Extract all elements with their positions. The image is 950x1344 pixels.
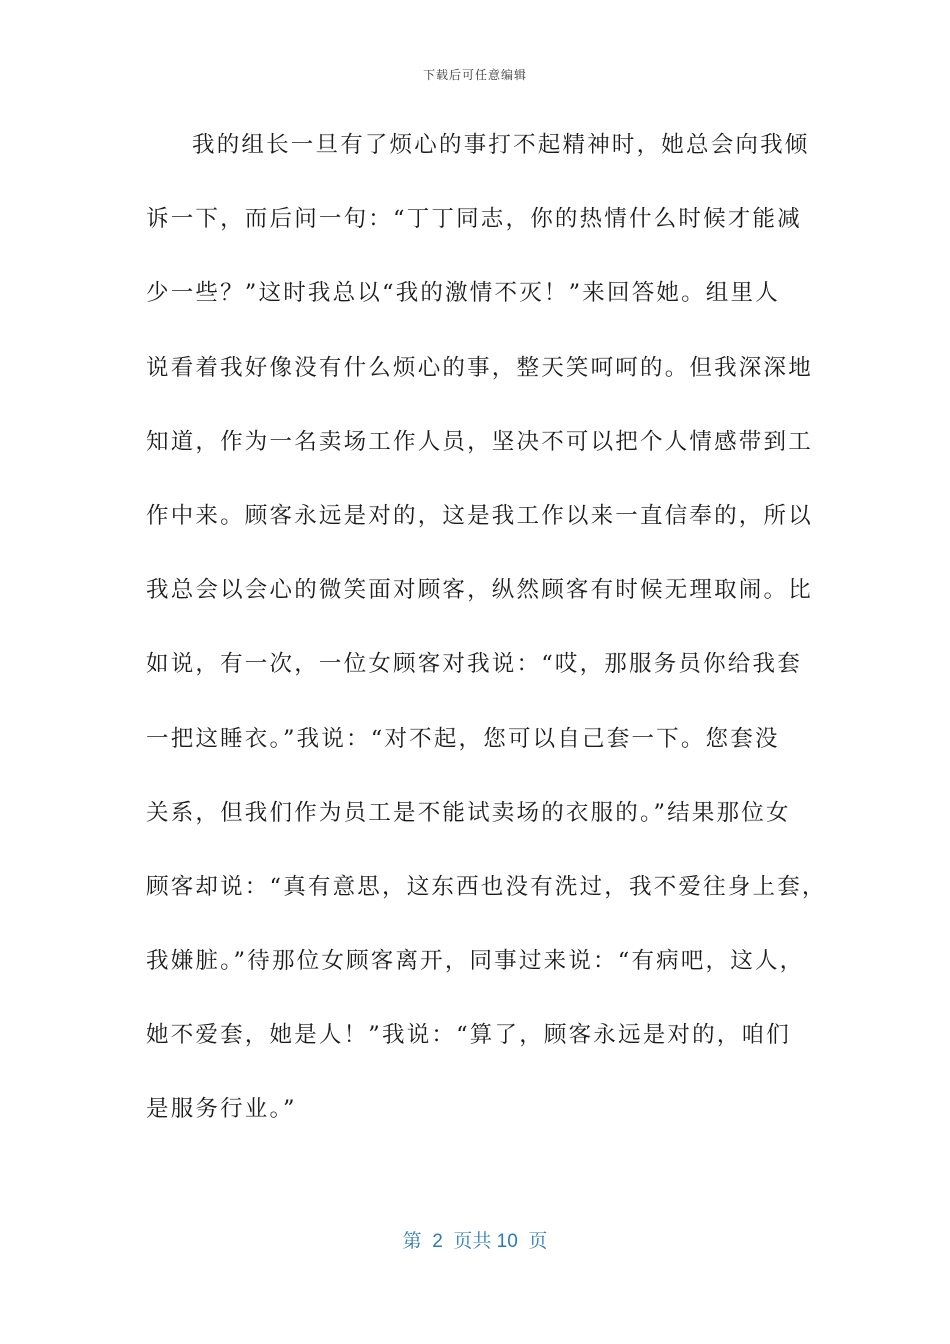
document-body bbox=[146, 123, 827, 1162]
paragraph-line: 知道，作为一名卖场工作人员，坚决不可以把个人情感带到工 bbox=[146, 428, 813, 455]
paragraph-line: 说看着我好像没有什么烦心的事，整天笑呵呵的。但我深深地 bbox=[146, 354, 813, 381]
paragraph-line: 顾客却说：“真有意思，这东西也没有洗过，我不爱往身上套， bbox=[146, 873, 827, 900]
page-number-footer: 第 2 页共 10 页 bbox=[402, 1231, 548, 1252]
paragraph-line: 一把这睡衣。”我说：“对不起，您可以自己套一下。您套没 bbox=[146, 725, 780, 752]
paragraph-line: 关系，但我们作为员工是不能试卖场的衣服的。”结果那位女 bbox=[146, 799, 791, 826]
paragraph-line: 是服务行业。” bbox=[146, 1096, 297, 1123]
paragraph-line: 我嫌脏。”待那位女顾客离开，同事过来说：“有病吧，这人， bbox=[146, 948, 805, 975]
paragraph-line: 我总会以会心的微笑面对顾客，纵然顾客有时候无理取闹。比 bbox=[146, 577, 813, 604]
page-header: 下载后可任意编辑 bbox=[422, 68, 527, 82]
paragraph-line: 诉一下，而后问一句：“丁丁同志，你的热情什么时候才能减 bbox=[146, 206, 802, 233]
paragraph-line: 我的组长一旦有了烦心的事打不起精神时，她总会向我倾 bbox=[192, 132, 810, 158]
paragraph-line: 作中来。顾客永远是对的，这是我工作以来一直信奉的，所以 bbox=[146, 502, 813, 529]
paragraph-line: 她不爱套，她是人！”我说：“算了，顾客永远是对的，咱们 bbox=[146, 1022, 791, 1049]
paragraph-line: 少一些？”这时我总以“我的激情不灭！”来回答她。组里人 bbox=[146, 280, 780, 307]
paragraph-line: 如说，有一次，一位女顾客对我说：“哎，那服务员你给我套 bbox=[146, 651, 802, 678]
